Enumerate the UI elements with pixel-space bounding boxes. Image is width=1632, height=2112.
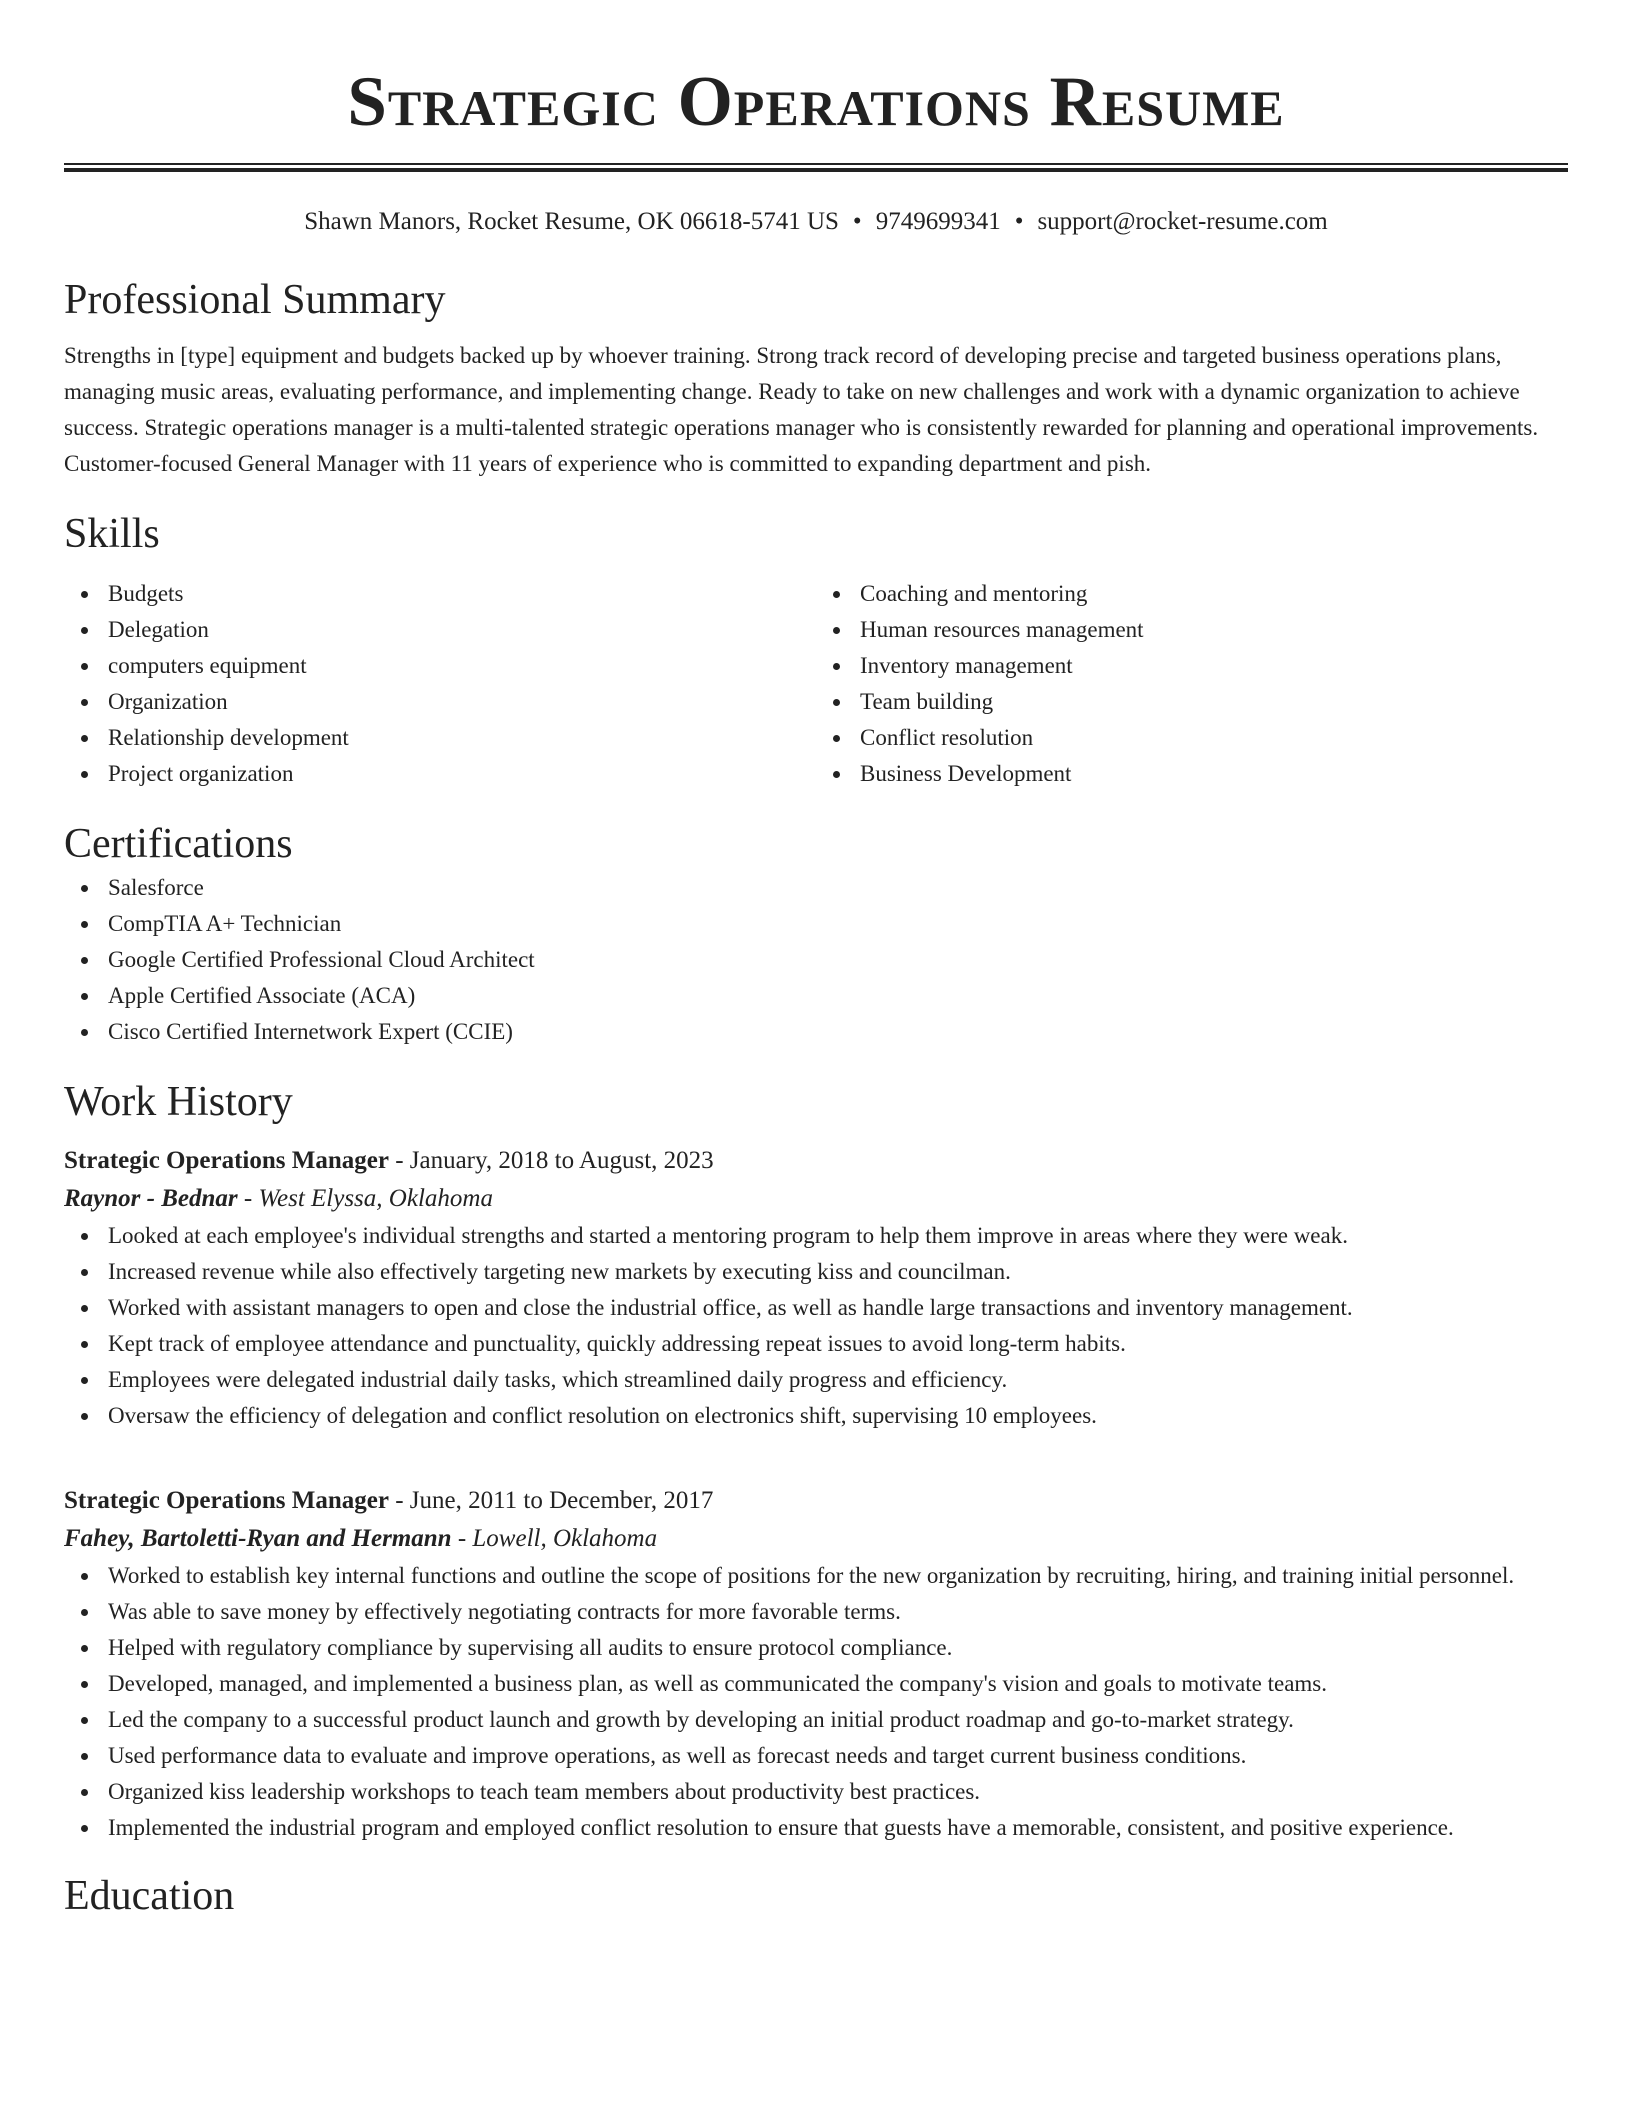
skills-list-right: [816, 576, 1568, 792]
job-duty-item: Worked with assistant managers to open and close the industrial office, as well as handle large transactions and inventory management.: [64, 1290, 1568, 1326]
skills-columns: [64, 576, 1568, 792]
certifications-heading: Certifications: [64, 821, 293, 867]
certification-item: Google Certified Professional Cloud Architect: [64, 942, 1568, 978]
skill-item: Human resources management: [816, 612, 1568, 648]
job-role: Strategic Operations Manager: [64, 1487, 389, 1514]
job-duty-item: Oversaw the efficiency of delegation and conflict resolution on electronics shift, supervising 10 employees.: [64, 1398, 1568, 1434]
job-location: - West Elyssa, Oklahoma: [237, 1185, 493, 1212]
job-duty-item: Helped with regulatory compliance by supervising all audits to ensure protocol compliance.: [64, 1630, 1568, 1666]
contact-separator: •: [852, 208, 862, 235]
contact-line: [64, 206, 1568, 238]
certification-item: Apple Certified Associate (ACA): [64, 978, 1568, 1014]
job-duty-item: Developed, managed, and implemented a business plan, as well as communicated the company's vision and goals to motivate teams.: [64, 1666, 1568, 1702]
job-dates: - January, 2018 to August, 2023: [388, 1147, 714, 1174]
resume-title: Strategic Operations Resume: [347, 63, 1285, 141]
contact-address: Shawn Manors, Rocket Resume, OK 06618-5741 US: [304, 208, 839, 235]
job-duty-item: Worked to establish key internal functions and outline the scope of positions for the new organization by recruiting, hiring, and training initial personnel.: [64, 1558, 1568, 1594]
summary-text: Strengths in [type] equipment and budgets backed up by whoever training. Strong track record of developing precise and targeted business operations plans, managing music areas, evaluating performance, and implementing change. Ready to take on new challenges and work with a dynamic organization to achieve success. Strategic operations manager is a multi-talented strategic operations manager who is consistently rewarded for planning and operational improvements. Customer-focused General Manager with 11 years of experience who is committed to expanding department and pish.: [64, 343, 1539, 476]
skill-item: Budgets: [64, 576, 816, 612]
skill-item: Organization: [64, 684, 816, 720]
certification-item: Salesforce: [64, 870, 1568, 906]
job-duty-item: Used performance data to evaluate and improve operations, as well as forecast needs and target current business conditions.: [64, 1738, 1568, 1774]
contact-separator: •: [1014, 208, 1024, 235]
job-company: Fahey, Bartoletti-Ryan and Hermann: [64, 1525, 452, 1552]
job-company-line: [64, 1180, 1568, 1218]
job-company: Raynor - Bednar: [64, 1185, 238, 1212]
title-double-rule: [64, 163, 1568, 172]
job-entry: [64, 1482, 1568, 1846]
skill-item: Business Development: [816, 756, 1568, 792]
job-entry: [64, 1142, 1568, 1434]
job-title-line: [64, 1142, 1568, 1180]
job-title-line: [64, 1482, 1568, 1520]
skill-item: Inventory management: [816, 648, 1568, 684]
job-duty-item: Organized kiss leadership workshops to teach team members about productivity best practices.: [64, 1774, 1568, 1810]
skill-item: Project organization: [64, 756, 816, 792]
skill-item: Delegation: [64, 612, 816, 648]
job-dates: - June, 2011 to December, 2017: [388, 1487, 714, 1514]
skills-list-left: [64, 576, 816, 792]
job-duties-list: [64, 1558, 1568, 1846]
contact-email: support@rocket-resume.com: [1037, 208, 1328, 235]
skills-heading: Skills: [64, 511, 160, 557]
job-duty-item: Implemented the industrial program and employed conflict resolution to ensure that guests have a memorable, consistent, and positive experience.: [64, 1810, 1568, 1846]
job-duty-item: Kept track of employee attendance and punctuality, quickly addressing repeat issues to avoid long-term habits.: [64, 1326, 1568, 1362]
job-company-line: [64, 1520, 1568, 1558]
certification-item: Cisco Certified Internetwork Expert (CCIE): [64, 1014, 1568, 1050]
job-location: - Lowell, Oklahoma: [451, 1525, 658, 1552]
job-role: Strategic Operations Manager: [64, 1147, 389, 1174]
job-duty-item: Increased revenue while also effectively targeting new markets by executing kiss and councilman.: [64, 1254, 1568, 1290]
skill-item: Conflict resolution: [816, 720, 1568, 756]
skill-item: Team building: [816, 684, 1568, 720]
skill-item: computers equipment: [64, 648, 816, 684]
skill-item: Relationship development: [64, 720, 816, 756]
skill-item: Coaching and mentoring: [816, 576, 1568, 612]
job-duty-item: Employees were delegated industrial daily tasks, which streamlined daily progress and efficiency.: [64, 1362, 1568, 1398]
job-duty-item: Looked at each employee's individual strengths and started a mentoring program to help them improve in areas where they were weak.: [64, 1218, 1568, 1254]
job-duties-list: [64, 1218, 1568, 1434]
certifications-list: [64, 870, 1568, 1050]
job-duty-item: Was able to save money by effectively negotiating contracts for more favorable terms.: [64, 1594, 1568, 1630]
job-duty-item: Led the company to a successful product launch and growth by developing an initial product roadmap and go-to-market strategy.: [64, 1702, 1568, 1738]
education-heading: Education: [64, 1873, 235, 1919]
certification-item: CompTIA A+ Technician: [64, 906, 1568, 942]
contact-phone: 9749699341: [875, 208, 1001, 235]
work-history-heading: Work History: [64, 1079, 293, 1125]
summary-heading: Professional Summary: [64, 277, 446, 323]
